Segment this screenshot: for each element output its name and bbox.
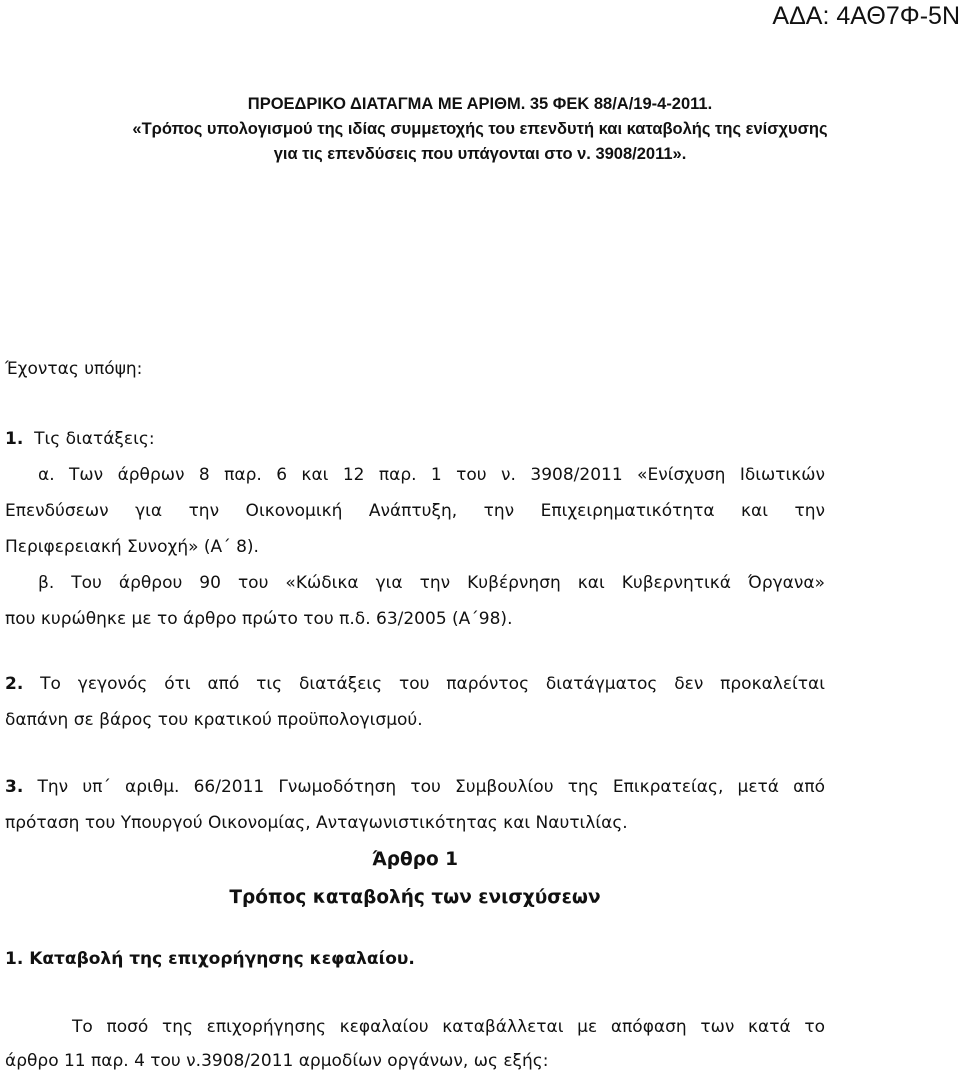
header-line-1: ΠΡΟΕΔΡΙΚΟ ΔΙΑΤΑΓΜΑ ΜΕ ΑΡΙΘΜ. 35 ΦΕΚ 88/Α/19-4-2011.	[247, 95, 713, 113]
item-3-number: 3.	[5, 777, 24, 797]
item-2-line-2: δαπάνη σε βάρος του κρατικού προϋπολογισμού.	[5, 710, 423, 730]
article-subtitle: Τρόπος καταβολής των ενισχύσεων	[229, 887, 601, 908]
section-1-heading: 1. Καταβολή της επιχορήγησης κεφαλαίου.	[5, 949, 415, 969]
item-1	[5, 422, 825, 457]
item-3-line-1: 3. Την υπ΄ αριθμ. 66/2011 Γνωμοδότηση του Συμβουλίου της Επικρατείας, μετά από	[5, 777, 826, 797]
item-1a-line-3: Περιφερειακή Συνοχή» (Α΄ 8).	[5, 537, 259, 557]
section-1-paragraph-line-2: άρθρο 11 παρ. 4 του ν.3908/2011 αρμοδίων οργάνων, ως εξής:	[5, 1051, 549, 1071]
item-1b-line-2: που κυρώθηκε με το άρθρο πρώτο του π.δ. 63/2005 (Α΄98).	[5, 609, 513, 629]
decree-header	[0, 92, 960, 167]
header-line-2: «Τρόπος υπολογισμού της ιδίας συμμετοχής του επενδυτή και καταβολής της ενίσχυσης	[132, 120, 828, 138]
ada-code: ΑΔΑ: 4ΑΘ7Φ-5Ν	[772, 2, 960, 30]
item-1-text: Τις διατάξεις:	[34, 429, 155, 449]
item-1-number: 1.	[5, 429, 24, 449]
item-3-line-2: πρόταση του Υπουργού Οικονομίας, Ανταγωνιστικότητας και Ναυτιλίας.	[5, 813, 628, 833]
item-1a-line-1: α. Των άρθρων 8 παρ. 6 και 12 παρ. 1 του ν. 3908/2011 «Ενίσχυση Ιδιωτικών	[38, 465, 825, 485]
item-2-number: 2.	[5, 674, 24, 694]
article-title: Άρθρο 1	[372, 849, 458, 870]
section-1-paragraph-line-1: Το ποσό της επιχορήγησης κεφαλαίου καταβάλλεται με απόφαση των κατά το	[72, 1017, 825, 1037]
item-2-line-1: 2. Το γεγονός ότι από τις διατάξεις του παρόντος διατάγματος δεν προκαλείται	[5, 674, 826, 694]
item-1a-line-2: Επενδύσεων για την Οικονομική Ανάπτυξη, την Επιχειρηματικότητα και την	[5, 501, 825, 521]
item-1b-line-1: β. Του άρθρου 90 του «Κώδικα για την Κυβέρνηση και Κυβερνητικά Όργανα»	[38, 573, 825, 593]
header-line-3: για τις επενδύσεις που υπάγονται στο ν. 3908/2011».	[273, 145, 687, 163]
preamble: Έχοντας υπόψη:	[5, 359, 143, 379]
